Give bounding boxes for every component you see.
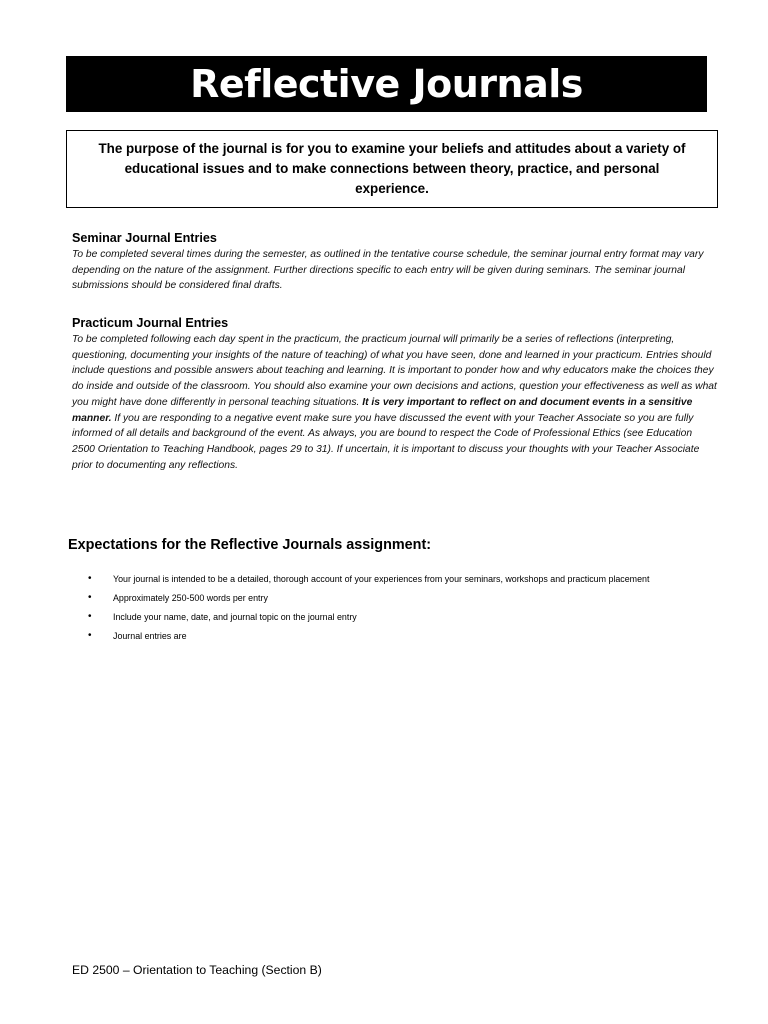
bullet-icon: • [88,573,92,584]
purpose-statement: The purpose of the journal is for you to examine your beliefs and attitudes about a variety of educational issues and to make connections between theory, practice, and personal experience. [98,141,686,196]
practicum-body-intro: To be completed following each day spent in the practicum, the practicum journal will primarily be a series of reflections (interpreting, questioning, documenting your insights of the nature of teaching) of what you have seen, done and learned in your practicum. Entries should include questions and possible answers about teaching and learning. It is important to ponder how and why educators make the choices they do inside and outside of the classroom. You should also examine your own decisions and actions, question your effectiveness as well as what you might have done differently in personal teaching situations. [72,334,717,408]
page-title: Reflective Journals [190,62,583,106]
list-item-text: Include your name, date, and journal topic on the journal entry [113,612,357,622]
practicum-body-emphasis: It is very important to reflect on and document events in a sensitive manner. [72,396,693,424]
seminar-heading: Seminar Journal Entries [72,231,217,245]
list-item-text: Approximately 250-500 words per entry [113,593,268,603]
expectations-heading: Expectations for the Reflective Journals assignment: [68,537,432,553]
page-footer: ED 2500 – Orientation to Teaching (Section B) [72,963,322,977]
list-item [88,610,708,624]
practicum-body [72,332,717,473]
practicum-section [72,315,717,473]
expectations-list [88,572,708,648]
seminar-section [72,230,717,294]
list-item-text: Your journal is intended to be a detailed, thorough account of your experiences from your seminars, workshops and practicum placement [113,574,650,584]
list-item [88,629,708,643]
bullet-icon: • [88,592,92,603]
list-item [88,572,708,586]
seminar-body: To be completed several times during the semester, as outlined in the tentative course schedule, the seminar journal entry format may vary depending on the nature of the assignment. Further directions specific to each entry will be given during seminars. The seminar journal submissions should be considered final drafts. [72,249,704,292]
bullet-icon: • [88,630,92,641]
list-item [88,591,708,605]
practicum-heading: Practicum Journal Entries [72,316,229,330]
bullet-icon: • [88,611,92,622]
list-item-text: Journal entries are [113,631,187,641]
purpose-box [66,130,718,208]
practicum-body-rest: If you are responding to a negative event make sure you have discussed the event with your Teacher Associate so you are fully informed of all details and background of the event. As always, you are bound to respect the Code of Professional Ethics (see Education 2500 Orientation to Teaching Handbook, pages 29 to 31). If uncertain, it is important to discuss your thoughts with your Teacher Associate prior to documenting any reflections. [72,412,700,471]
title-banner [66,56,707,112]
